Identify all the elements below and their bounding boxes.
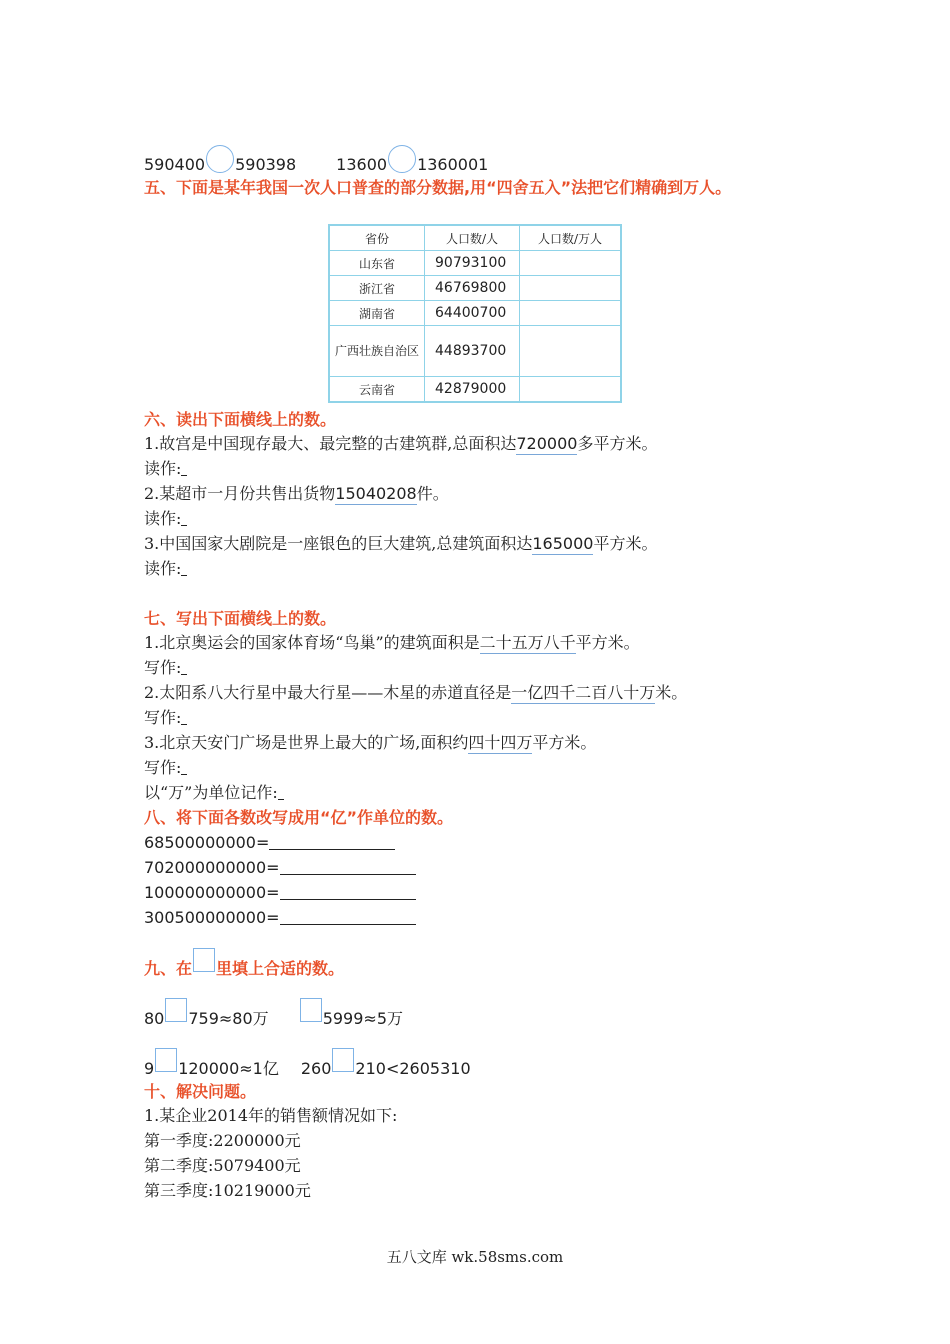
section-9-heading	[144, 948, 344, 979]
compare-number: 1360001	[417, 155, 489, 174]
question-text: 2.某超市一月份共售出货物	[144, 484, 336, 503]
table-row	[329, 276, 621, 301]
question-text: 多平方米。	[577, 434, 658, 453]
question-line	[144, 733, 596, 753]
heading-text: 九、在	[144, 959, 193, 978]
intro-text: 1.某企业	[144, 1106, 208, 1125]
question-line	[144, 683, 687, 703]
answer-cell[interactable]	[520, 276, 622, 301]
table-row	[329, 326, 621, 377]
write-label: 写作:	[144, 708, 182, 727]
population-cell: 42879000	[425, 377, 520, 403]
answer-cell[interactable]	[520, 377, 622, 403]
fill-text: 80	[144, 1009, 165, 1028]
heading-text: 里填上合适的数。	[216, 959, 345, 978]
question-text: 平方米。	[593, 534, 658, 553]
question-text: 1.北京奥运会的国家体育场“鸟巢”的建筑面积是	[144, 633, 480, 652]
answer-cell[interactable]	[520, 301, 622, 326]
answer-blank[interactable]	[280, 858, 416, 875]
compare-number: 13600	[336, 155, 388, 174]
population-table	[328, 224, 622, 403]
conversion-item	[144, 908, 416, 928]
quarter-value: 5079400	[213, 1156, 285, 1175]
question-line	[144, 434, 657, 454]
unit-text: 万	[387, 1009, 404, 1028]
quarter-line	[144, 1156, 301, 1176]
wan-label: 以“万”为单位记作:	[144, 783, 278, 802]
answer-blank[interactable]	[181, 559, 187, 576]
fill-text: 210<2605310	[355, 1059, 471, 1078]
table-header-row	[329, 225, 621, 251]
example-box	[193, 948, 215, 972]
unit-text: 万	[252, 1009, 269, 1028]
fill-text: 759≈80	[188, 1009, 253, 1028]
underlined-number: 15040208	[335, 484, 417, 503]
conversion-item	[144, 858, 416, 878]
answer-blank[interactable]	[278, 783, 284, 800]
table-row	[329, 251, 621, 276]
population-cell: 64400700	[425, 301, 520, 326]
unit-text: 元	[294, 1181, 311, 1200]
answer-blank[interactable]	[280, 908, 416, 925]
section-6-heading: 六、读出下面横线上的数。	[144, 410, 337, 429]
conversion-number: 68500000000=	[144, 833, 270, 852]
compare-row	[144, 145, 488, 175]
province-cell: 广西壮族自治区	[329, 326, 425, 377]
answer-line	[144, 708, 187, 728]
question-text: 米。	[655, 683, 688, 702]
fill-text: 260	[300, 1059, 332, 1078]
underlined-number: 一亿四千二百八十万	[511, 683, 656, 702]
quarter-value: 2200000	[213, 1131, 285, 1150]
answer-blank[interactable]	[181, 509, 187, 526]
question-text: 1.故宫是中国现存最大、最完整的古建筑群,总面积达	[144, 434, 517, 453]
question-line	[144, 633, 640, 653]
province-cell: 湖南省	[329, 301, 425, 326]
read-label: 读作:	[144, 509, 182, 528]
quarter-label: 第二季度:	[144, 1156, 214, 1175]
answer-blank[interactable]	[181, 658, 187, 675]
answer-blank[interactable]	[181, 758, 187, 775]
answer-line	[144, 559, 187, 579]
conversion-item	[144, 833, 395, 853]
section-7-heading: 七、写出下面横线上的数。	[144, 609, 337, 628]
fill-text: 9	[144, 1059, 155, 1078]
answer-line	[144, 758, 187, 778]
compare-number: 590398	[235, 155, 297, 174]
read-label: 读作:	[144, 459, 182, 478]
quarter-line	[144, 1181, 311, 1201]
province-cell: 云南省	[329, 377, 425, 403]
problem-intro	[144, 1106, 397, 1126]
fill-box[interactable]	[300, 998, 322, 1022]
question-text: 平方米。	[575, 633, 640, 652]
answer-line	[144, 459, 187, 479]
underlined-number: 720000	[516, 434, 578, 453]
answer-line	[144, 509, 187, 529]
intro-text: 年的销售额情况如下:	[248, 1106, 398, 1125]
fill-row	[144, 998, 403, 1029]
question-text: 3.中国国家大剧院是一座银色的巨大建筑,总建筑面积达	[144, 534, 533, 553]
population-cell: 46769800	[425, 276, 520, 301]
question-text: 2.太阳系八大行星中最大行星——木星的赤道直径是	[144, 683, 512, 702]
question-line	[144, 534, 657, 554]
question-text: 平方米。	[532, 733, 597, 752]
section-8-heading: 八、将下面各数改写成用“亿”作单位的数。	[144, 808, 454, 827]
fill-text: 5999≈5	[322, 1009, 387, 1028]
answer-line	[144, 783, 284, 803]
underlined-number: 四十四万	[468, 733, 533, 752]
quarter-line	[144, 1131, 301, 1151]
unit-text: 元	[284, 1156, 301, 1175]
write-label: 写作:	[144, 658, 182, 677]
question-text: 件。	[416, 484, 449, 503]
compare-circle[interactable]	[388, 145, 416, 173]
fill-text: 120000≈1	[178, 1059, 263, 1078]
year: 2014	[207, 1106, 248, 1125]
column-header: 省份	[329, 225, 425, 251]
fill-box[interactable]	[155, 1048, 177, 1072]
answer-blank[interactable]	[181, 708, 187, 725]
answer-blank[interactable]	[181, 459, 187, 476]
population-cell: 90793100	[425, 251, 520, 276]
answer-cell[interactable]	[520, 251, 622, 276]
population-cell: 44893700	[425, 326, 520, 377]
column-header: 人口数/人	[425, 225, 520, 251]
fill-box[interactable]	[165, 998, 187, 1022]
answer-blank[interactable]	[280, 883, 416, 900]
section-10-heading: 十、解决问题。	[144, 1082, 257, 1101]
answer-blank[interactable]	[269, 833, 395, 850]
compare-number: 590400	[144, 155, 206, 174]
answer-cell[interactable]	[520, 326, 622, 377]
unit-text: 元	[284, 1131, 301, 1150]
question-text: 3.北京天安门广场是世界上最大的广场,面积约	[144, 733, 469, 752]
conversion-number: 300500000000=	[144, 908, 280, 927]
table-row	[329, 301, 621, 326]
conversion-number: 100000000000=	[144, 883, 280, 902]
section-5-heading: 五、下面是某年我国一次人口普查的部分数据,用“四舍五入”法把它们精确到万人。	[144, 178, 732, 197]
question-line	[144, 484, 449, 504]
quarter-label: 第三季度:	[144, 1181, 214, 1200]
compare-circle[interactable]	[206, 145, 234, 173]
answer-line	[144, 658, 187, 678]
province-cell: 浙江省	[329, 276, 425, 301]
unit-text: 亿	[262, 1059, 279, 1078]
read-label: 读作:	[144, 559, 182, 578]
write-label: 写作:	[144, 758, 182, 777]
province-cell: 山东省	[329, 251, 425, 276]
quarter-value: 10219000	[213, 1181, 295, 1200]
quarter-label: 第一季度:	[144, 1131, 214, 1150]
underlined-number: 二十五万八千	[479, 633, 576, 652]
footer-watermark: 五八文库 wk.58sms.com	[386, 1248, 564, 1266]
fill-box[interactable]	[332, 1048, 354, 1072]
conversion-item	[144, 883, 416, 903]
conversion-number: 702000000000=	[144, 858, 280, 877]
underlined-number: 165000	[532, 534, 594, 553]
table-row	[329, 377, 621, 403]
fill-row	[144, 1048, 471, 1079]
column-header: 人口数/万人	[520, 225, 622, 251]
